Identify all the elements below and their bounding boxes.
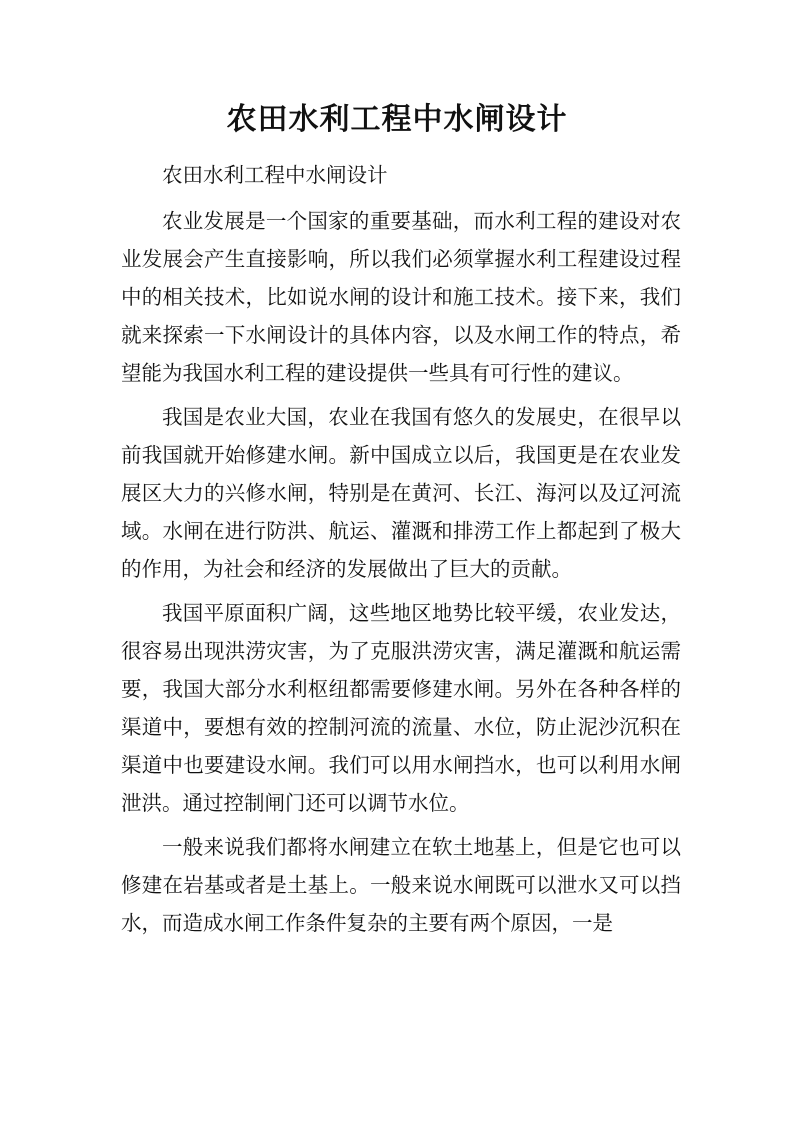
paragraph-4: 一般来说我们都将水闸建立在软土地基上，但是它也可以修建在岩基或者是土基上。一般来说水闸既可以泄水又可以挡水，而造成水闸工作条件复杂的主要有两个原因，一是 (121, 835, 681, 935)
paragraph-1: 农业发展是一个国家的重要基础，而水利工程的建设对农业发展会产生直接影响，所以我们必须掌握水利工程建设过程中的相关技术，比如说水闸的设计和施工技术。接下来，我们就来探索一下水闸设计的具体内容，以及水闸工作的特点，希望能为我国水利工程的建设提供一些具有可行性的建议。 (121, 209, 681, 385)
paragraph-2: 我国是农业大国，农业在我国有悠久的发展史，在很早以前我国就开始修建水闸。新中国成立以后，我国更是在农业发展区大力的兴修水闸，特别是在黄河、长江、海河以及辽河流域。水闸在进行防洪、航运、灌溉和排涝工作上都起到了极大的作用，为社会和经济的发展做出了巨大的贡献。 (121, 405, 681, 581)
paragraph-3: 我国平原面积广阔，这些地区地势比较平缓，农业发达，很容易出现洪涝灾害，为了克服洪涝灾害，满足灌溉和航运需要，我国大部分水利枢纽都需要修建水闸。另外在各种各样的渠道中，要想有效的控制河流的流量、水位，防止泥沙沉积在渠道中也要建设水闸。我们可以用水闸挡水，也可以利用水闸泄洪。通过控制闸门还可以调节水位。 (121, 601, 681, 815)
document-title: 农田水利工程中水闸设计 (226, 102, 568, 137)
document-body (121, 156, 681, 942)
document-subtitle: 农田水利工程中水闸设计 (162, 163, 388, 187)
